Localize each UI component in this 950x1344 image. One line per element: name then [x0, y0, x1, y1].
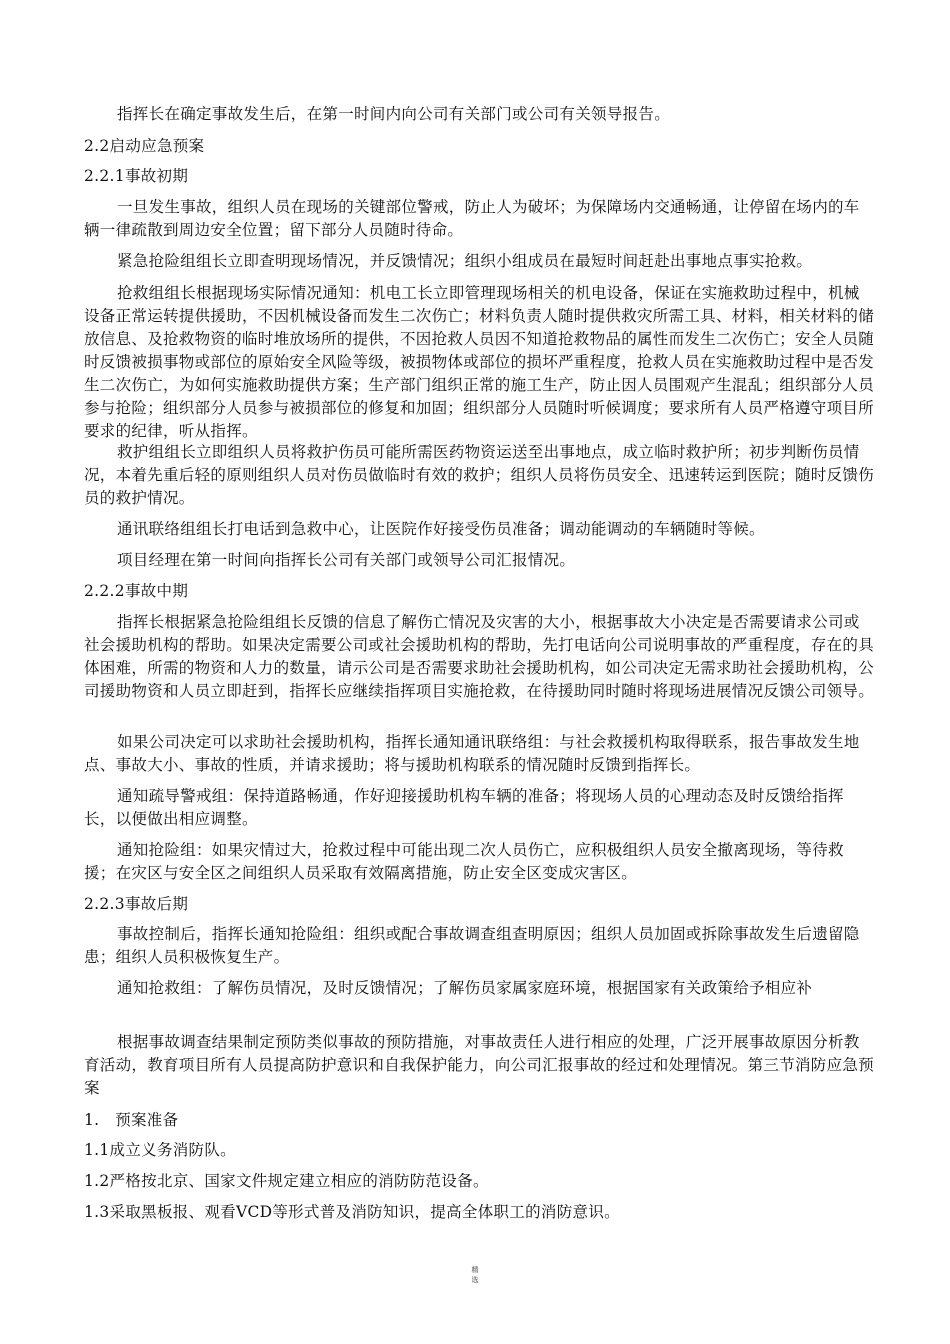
item-1-3: 1.3采取黑板报、观看VCD等形式普及消防知识，提高全体职工的消防意识。 [84, 1203, 620, 1221]
paragraph-initial-cordon: 一旦发生事故，组织人员在现场的关键部位警戒，防止人为破坏；为保障场内交通畅通，让停留在场内的车辆一律疏散到周边安全位置；留下部分人员随时待命。 [84, 198, 860, 239]
heading-2-2: 2.2启动应急预案 [84, 137, 205, 155]
paragraph-traffic-guard: 通知疏导警戒组：保持道路畅通，作好迎接援助机构车辆的准备；将现场人员的心理动态及时反馈给指挥长，以便做出相应调整。 [84, 787, 844, 828]
heading-2-2-1: 2.2.1事故初期 [84, 167, 189, 185]
item-1-2: 1.2严格按北京、国家文件规定建立相应的消防防范设备。 [84, 1172, 489, 1190]
paragraph-commander-report: 指挥长在确定事故发生后，在第一时间内向公司有关部门或公司有关领导报告。 [117, 105, 671, 123]
paragraph-communication-team: 通讯联络组组长打电话到急救中心，让医院作好接受伤员准备；调动能调动的车辆随时等候。 [117, 520, 765, 538]
paragraph-prevention: 根据事故调查结果制定预防类似事故的预防措施，对事故责任人进行相应的处理，广泛开展事故原因分析教育活动，教育项目所有人员提高防护意识和自我保护能力，向公司汇报事故的经过和处理情况。第三节消防应急预案 [84, 1033, 875, 1097]
heading-2-2-3: 2.2.3事故后期 [84, 895, 189, 913]
footer-mark-2: 选 [471, 1276, 479, 1284]
heading-2-2-2: 2.2.2事故中期 [84, 582, 189, 600]
item-1-1: 1.1成立义务消防队。 [84, 1141, 236, 1159]
paragraph-mid-stage: 指挥长根据紧急抢险组组长反馈的信息了解伤亡情况及灾害的大小，根据事故大小决定是否需要请求公司或社会援助机构的帮助。如果决定需要公司或社会援助机构的帮助，先打电话向公司说明事故的严重程度，存在的具体困难，所需的物资和人力的数量，请示公司是否需要求助社会援助机构，如公司决定无需求助社会援助机构，公司援助物资和人员立即赶到，指挥长应继续指挥项目实施抢救，在待援助同时随时将现场进展情况反馈公司领导。 [84, 613, 875, 700]
paragraph-rescue-team: 抢救组组长根据现场实际情况通知：机电工长立即管理现场相关的机电设备，保证在实施救助过程中，机械设备正常运转提供援助，不因机械设备而发生二次伤亡；材料负责人随时提供救灾所需工具、材料，相关材料的储放信息、及抢救物资的临时堆放场所的提供，不因抢救人员因不知道抢救物品的属性而发生二次伤亡；安全人员随时反馈被损事物或部位的原始安全风险等级，被损物体或部位的损坏严重程度，抢救人员在实施救助过程中是否发生二次伤亡，为如何实施救助提供方案；生产部门组织正常的施工生产，防止因人员围观产生混乱；组织部分人员参与抢险；组织部分人员参与被损部位的修复和加固；组织部分人员随时听候调度；要求所有人员严格遵守项目所要求的纪律，听从指挥。 [84, 284, 875, 440]
paragraph-victim-care: 通知抢救组：了解伤员情况，及时反馈情况；了解伤员家属家庭环境，根据国家有关政策给予相应补 [117, 979, 813, 997]
footer-mark-1: 精 [471, 1266, 479, 1274]
paragraph-medical-team: 救护组组长立即组织人员将救护伤员可能所需医药物资运送至出事地点，成立临时救护所；初步判断伤员情况，本着先重后轻的原则组织人员对伤员做临时有效的救护；组织人员将伤员安全、迅速转运到医院；随时反馈伤员的救护情况。 [84, 443, 875, 507]
paragraph-social-aid: 如果公司决定可以求助社会援助机构，指挥长通知通讯联络组：与社会救援机构取得联系，报告事故发生地点、事故大小、事故的性质，并请求援助；将与援助机构联系的情况随时反馈到指挥长。 [84, 733, 860, 774]
paragraph-project-manager: 项目经理在第一时间向指挥长公司有关部门或领导公司汇报情况。 [117, 551, 576, 569]
paragraph-evacuation: 通知抢险组：如果灾情过大，抢救过程中可能出现二次人员伤亡，应积极组织人员安全撤离现场，等待救援；在灾区与安全区之间组织人员采取有效隔离措施，防止安全区变成灾害区。 [84, 841, 844, 882]
paragraph-post-control: 事故控制后，指挥长通知抢险组：组织或配合事故调查组查明原因；组织人员加固或拆除事故发生后遗留隐患；组织人员积极恢复生产。 [84, 925, 860, 966]
paragraph-emergency-team: 紧急抢险组组长立即查明现场情况，并反馈情况；组织小组成员在最短时间赶赴出事地点事实抢救。 [117, 252, 813, 270]
heading-plan-preparation: 1. 预案准备 [84, 1111, 179, 1129]
